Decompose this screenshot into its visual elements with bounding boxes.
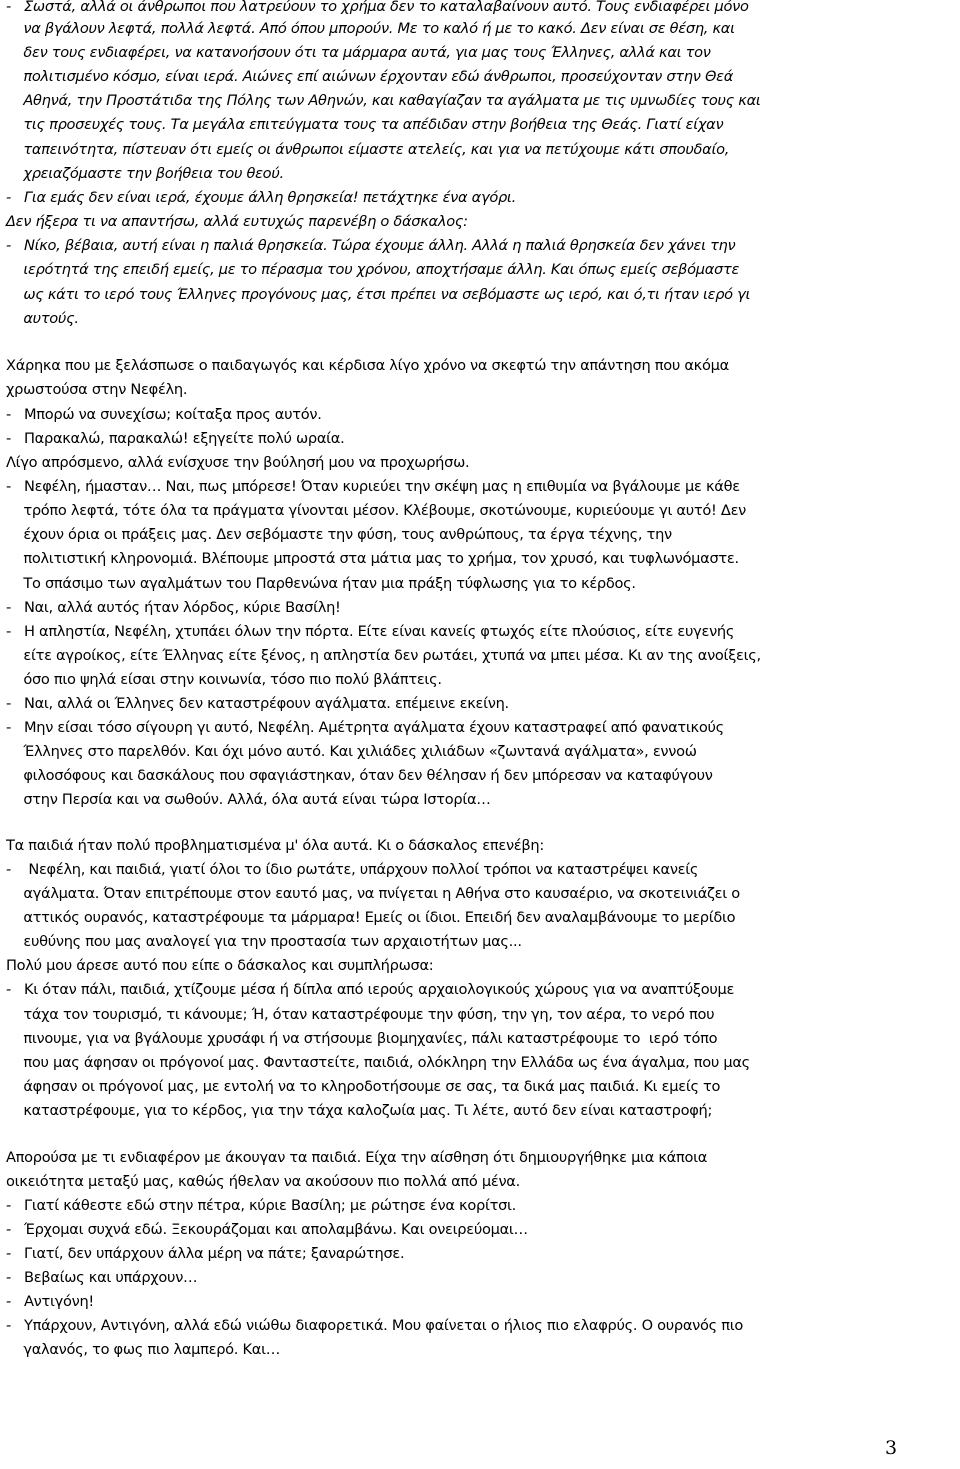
text-line: χρειαζόμαστε την βοήθεια του θεού. — [6, 165, 284, 182]
text-line: αγάλματα. Όταν επιτρέπουμε στον εαυτό μας, να πνίγεται η Αθήνα στο καυσαέριο, να σκοτεινιάζει ο — [6, 885, 740, 902]
text-line: δεν τους ενδιαφέρει, να κατανοήσουν ότι τα μάρμαρα αυτά, για μας τους Έλληνες, αλλά και τον — [6, 44, 711, 61]
text-line: - Κι όταν πάλι, παιδιά, χτίζουμε μέσα ή δίπλα από ιερούς αρχαιολογικούς χώρους για να αναπτύξουμε — [6, 981, 735, 998]
text-line: Το σπάσιμο των αγαλμάτων του Παρθενώνα ήταν μια πράξη τύφλωσης για το κέρδος. — [6, 575, 636, 592]
text-line: Απορούσα με τι ενδιαφέρον με άκουγαν τα παιδιά. Είχα την αίσθηση ότι δημιουργήθηκε μια κάποια — [6, 1149, 708, 1166]
text-line: πολιτισμένο κόσμο, είναι ιερά. Αιώνες επί αιώνων έρχονταν εδώ άνθρωποι, προσεύχονταν στην Θεά — [6, 68, 734, 85]
text-line: στην Περσία και να σωθούν. Αλλά, όλα αυτά είναι τώρα Ιστορία… — [6, 791, 491, 808]
text-line: άφησαν οι πρόγονοί μας, με εντολή να το κληροδοτήσουμε σε σας, τα δικά μας παιδιά. Κι εμείς το — [6, 1078, 721, 1095]
text-line: - Σωστά, αλλά οι άνθρωποι που λατρεύουν το χρήμα δεν το καταλαβαίνουν αυτό. Τους ενδιαφέρει μόνο — [6, 0, 749, 15]
text-line: - Υπάρχουν, Αντιγόνη, αλλά εδώ νιώθω διαφορετικά. Μου φαίνεται ο ήλιος πιο ελαφρύς. Ο ουρανός πιο — [6, 1317, 744, 1334]
text-line: οικειότητα μεταξύ μας, καθώς ήθελαν να ακούσουν πιο πολλά από μένα. — [6, 1173, 520, 1190]
text-line: Δεν ήξερα τι να απαντήσω, αλλά ευτυχώς παρενέβη ο δάσκαλος: — [6, 213, 468, 230]
text-line: Πολύ μου άρεσε αυτό που είπε ο δάσκαλος και συμπλήρωσα: — [6, 957, 434, 974]
text-line: - Παρακαλώ, παρακαλώ! εξηγείτε πολύ ωραία. — [6, 430, 345, 447]
text-line: τρόπο λεφτά, τότε όλα τα πράγματα γίνονται μέσον. Κλέβουμε, σκοτώνουμε, κυριεύουμε γι αυτό! Δεν — [6, 502, 747, 519]
text-line: - Βεβαίως και υπάρχουν… — [6, 1269, 198, 1286]
text-line: όσο πιο ψηλά είσαι στην κοινωνία, τόσο πιο πολύ βλάπτεις. — [6, 671, 442, 688]
text-line: - Αντιγόνη! — [6, 1293, 94, 1310]
text-line: Λίγο απρόσμενο, αλλά ενίσχυσε την βούλησή μου να προχωρήσω. — [6, 454, 470, 471]
text-line: - Η απληστία, Νεφέλη, χτυπάει όλων την πόρτα. Είτε είναι κανείς φτωχός είτε πλούσιος, είτε ευγενής — [6, 623, 735, 640]
text-line: - Γιατί κάθεστε εδώ στην πέτρα, κύριε Βασίλη; με ρώτησε ένα κορίτσι. — [6, 1197, 516, 1214]
text-line: - Νεφέλη, ήμασταν… Ναι, πως μπόρεσε! Όταν κυριεύει την σκέψη μας η επιθυμία να βγάλουμε με κάθε — [6, 478, 740, 495]
text-line: καταστρέφουμε, για το κέρδος, για την τάχα καλοζωία μας. Τι λέτε, αυτό δεν είναι καταστροφή; — [6, 1102, 713, 1119]
page-number: 3 — [885, 1437, 898, 1459]
text-line: - Μην είσαι τόσο σίγουρη γι αυτό, Νεφέλη. Αμέτρητα αγάλματα έχουν καταστραφεί από φανατικούς — [6, 719, 724, 736]
text-line: - Ναι, αλλά αυτός ήταν λόρδος, κύριε Βασίλη! — [6, 599, 341, 616]
text-line: να βγάλουν λεφτά, πολλά λεφτά. Από όπου μπορούν. Με το καλό ή με το κακό. Δεν είναι σε θέση, και — [6, 20, 735, 37]
text-line: - Μπορώ να συνεχίσω; κοίταξα προς αυτόν. — [6, 406, 322, 423]
text-line: - Ναι, αλλά οι Έλληνες δεν καταστρέφουν αγάλματα. επέμεινε εκείνη. — [6, 695, 509, 712]
text-line: είτε αγροίκος, είτε Έλληνας είτε ξένος, η απληστία δεν ρωτάει, χτυπά να μπει μέσα. Κι αν της ανοίξεις, — [6, 647, 761, 664]
text-line: πολιτιστική κληρονομιά. Βλέπουμε μπροστά στα μάτια μας το χρήμα, τον χρυσό, και τυφλωνόμαστε. — [6, 550, 739, 567]
text-line: ιερότητά της επειδή εμείς, με το πέρασμα του χρόνου, αποχτήσαμε άλλη. Και όπως εμείς σεβόμαστε — [6, 261, 740, 278]
text-line: αττικός ουρανός, καταστρέφουμε τα μάρμαρα! Εμείς οι ίδιοι. Επειδή δεν αναλαμβάνουμε το μερίδιο — [6, 909, 736, 926]
text-line: Αθηνά, την Προστάτιδα της Πόλης των Αθηνών, και καθαγίαζαν τα αγάλματα με τις υμνωδίες τους και — [6, 92, 761, 109]
text-line: - Νεφέλη, και παιδιά, γιατί όλοι το ίδιο ρωτάτε, υπάρχουν πολλοί τρόποι να καταστρέψει κανείς — [6, 861, 699, 878]
text-line: Τα παιδιά ήταν πολύ προβληματισμένα μ' όλα αυτά. Κι ο δάσκαλος επενέβη: — [6, 837, 544, 854]
text-line: που μας άφησαν οι πρόγονοί μας. Φανταστείτε, παιδιά, ολόκληρη την Ελλάδα ως ένα άγαλμα, που μας — [6, 1054, 750, 1071]
text-line: τις προσευχές τους. Τα μεγάλα επιτεύγματα τους τα απέδιδαν στην βοήθεια της Θεάς. Γιατί είχαν — [6, 116, 724, 133]
text-line: τάχα τον τουρισμό, τι κάνουμε; Ή, όταν καταστρέφουμε την φύση, την γη, τον αέρα, το νερό που — [6, 1006, 715, 1023]
text-line: πινουμε, για να βγάλουμε χρυσάφι ή να στήσουμε βιομηχανίες, πάλι καταστρέφουμε το ιερό τόπο — [6, 1030, 718, 1047]
text-line: - Γιατί, δεν υπάρχουν άλλα μέρη να πάτε; ξαναρώτησε. — [6, 1245, 405, 1262]
text-line: ως κάτι το ιερό τους Έλληνες προγόνους μας, έτσι πρέπει να σεβόμαστε ως ιερό, και ό,τι ήταν ιερό γι — [6, 286, 751, 303]
text-line: - Νίκο, βέβαια, αυτή είναι η παλιά θρησκεία. Τώρα έχουμε άλλη. Αλλά η παλιά θρησκεία δεν χάνει την — [6, 237, 736, 254]
text-line: ευθύνης που μας αναλογεί για την προστασία των αρχαιοτήτων μας... — [6, 933, 522, 950]
text-line: γαλανός, το φως πιο λαμπερό. Και… — [6, 1341, 280, 1358]
text-line: αυτούς. — [6, 310, 79, 327]
text-line: ταπεινότητα, πίστευαν ότι εμείς οι άνθρωποι είμαστε ατελείς, και για να πετύχουμε κάτι σπουδαίο, — [6, 141, 730, 158]
text-line: - Έρχομαι συχνά εδώ. Ξεκουράζομαι και απολαμβάνω. Και ονειρεύομαι… — [6, 1221, 528, 1238]
text-line: Χάρηκα που με ξελάσπωσε ο παιδαγωγός και κέρδισα λίγο χρόνο να σκεφτώ την απάντηση που ακόμα — [6, 357, 729, 374]
text-line: - Για εμάς δεν είναι ιερά, έχουμε άλλη θρησκεία! πετάχτηκε ένα αγόρι. — [6, 189, 516, 206]
text-line: Έλληνες στο παρελθόν. Και όχι μόνο αυτό. Και χιλιάδες χιλιάδων «ζωντανά αγάλματα», εννοώ — [6, 743, 697, 760]
text-line: χρωστούσα στην Νεφέλη. — [6, 381, 188, 398]
text-line: φιλοσόφους και δασκάλους που σφαγιάστηκαν, όταν δεν θέλησαν ή δεν μπόρεσαν να καταφύγουν — [6, 767, 713, 784]
text-line: έχουν όρια οι πράξεις μας. Δεν σεβόμαστε την φύση, τους ανθρώπους, τα έργα τέχνης, την — [6, 526, 672, 543]
